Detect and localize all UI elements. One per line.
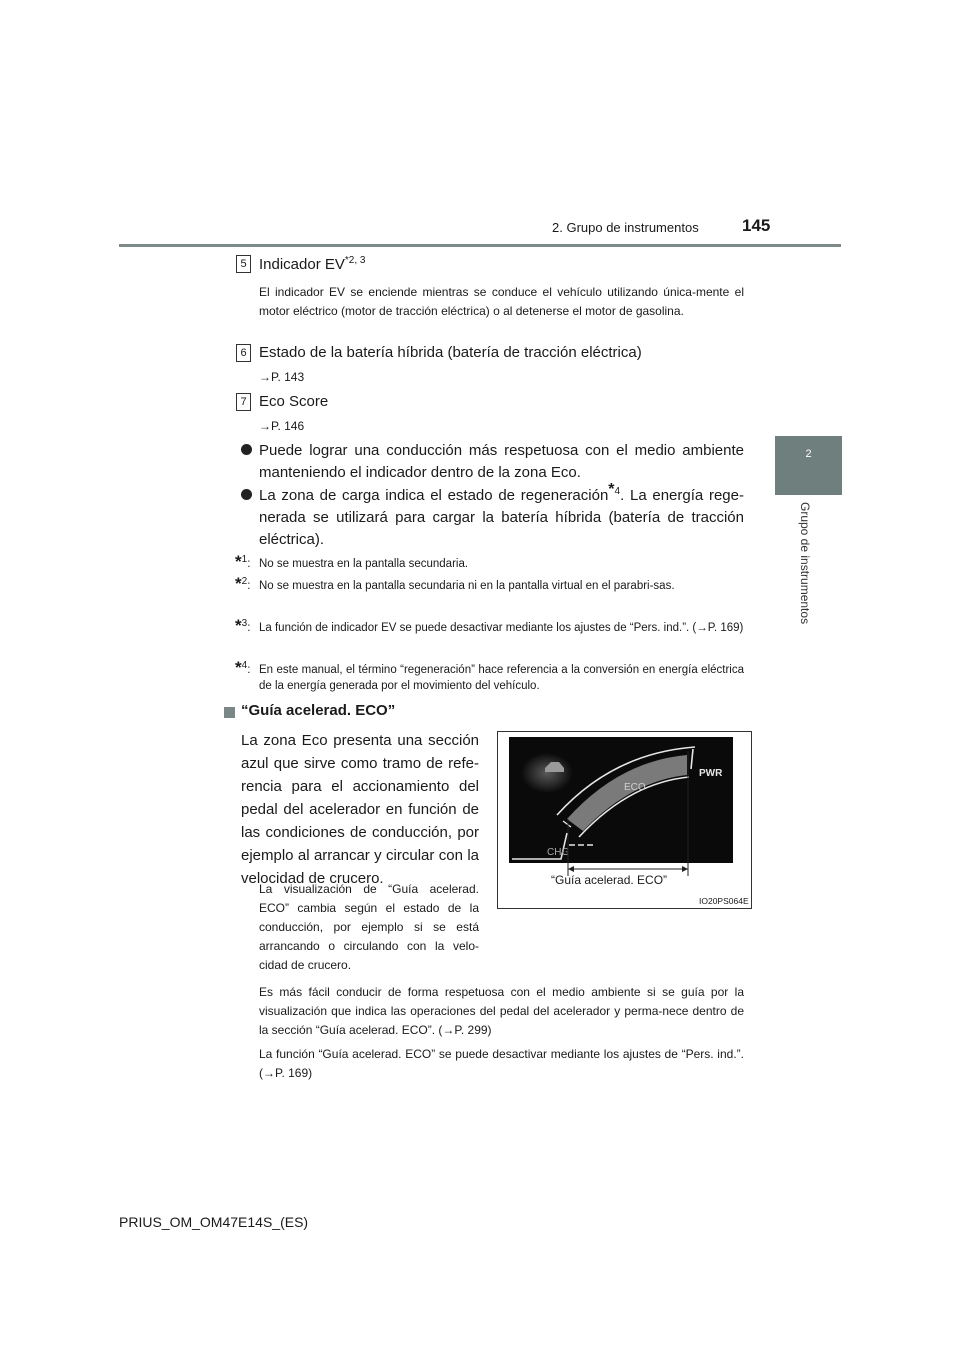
bullet-text: La zona de carga indica el estado de regeneración <box>259 487 609 504</box>
section-square-icon <box>224 707 235 718</box>
section-title: 2. Grupo de instrumentos <box>552 220 699 235</box>
item-title-text: Indicador EV <box>259 256 345 273</box>
figure-code: IO20PS064E <box>699 896 749 906</box>
page-number: 145 <box>742 216 771 235</box>
subsection-title: “Guía acelerad. ECO” <box>241 702 396 719</box>
guide-main-text: La zona Eco presenta una sección azul que sirve como tramo de refe-rencia para el accionamiento del pedal del acelerador en función de las condiciones de conducción, por ejemplo al arrancar y circular con la velocidad de crucero. <box>241 732 479 887</box>
chapter-tab-label-wrap <box>796 502 818 642</box>
header-divider <box>119 244 841 247</box>
footnote-text: En este manual, el término “regeneración” hace referencia a la conversión en energía eléctrica de la energía generada por el movimiento del vehículo. <box>259 664 744 692</box>
footnote <box>235 657 744 694</box>
page-reference: →P. 143 <box>259 370 305 384</box>
figure-caption: “Guía acelerad. ECO” <box>551 873 668 887</box>
chapter-tab-number: 2 <box>805 448 812 460</box>
chapter-tab-label: Grupo de instrumentos <box>798 502 812 625</box>
item-title: Eco Score <box>259 393 329 410</box>
footnote-mark: *3: <box>235 615 251 635</box>
item-title-sup: *2, 3 <box>344 255 366 266</box>
page-reference: →P. 146 <box>259 419 305 433</box>
item-body: El indicador EV se enciende mientras se conduce el vehículo utilizando única-mente el motor eléctrico (motor de tracción eléctrica) o al detenerse el motor de gasolina. <box>259 285 744 318</box>
bullet-item <box>259 481 744 551</box>
footnote-mark: *1: <box>235 551 251 571</box>
gauge-label-pwr: PWR <box>699 768 723 779</box>
guide-note-text: La visualización de “Guía acelerad. ECO” cambia según el estado de la conducción, por ejemplo si se está arrancando o circulando con la velo-cidad de crucero. <box>259 882 479 972</box>
arrowhead-right <box>682 866 688 872</box>
footnote <box>235 615 744 636</box>
item-number-box: 6 <box>236 344 251 362</box>
gauge-label-chg: CHG <box>547 847 570 858</box>
footnote <box>235 573 744 594</box>
gauge-label-eco: ECO <box>624 782 646 793</box>
arrowhead-left <box>568 866 574 872</box>
guide-paragraph: La función “Guía acelerad. ECO” se puede desactivar mediante los ajustes de “Pers. ind.”. (→P. 169) <box>259 1047 744 1080</box>
bullet-text: . La energía rege-nerada se utilizará para cargar la batería híbrida (batería de tracción eléctrica). <box>259 487 744 548</box>
bullet-text: Puede lograr una conducción más respetuosa con el medio ambiente manteniendo el indicador dentro de la zona Eco. <box>259 442 744 481</box>
footnote-mark: *4: <box>235 657 251 677</box>
footnote-text: No se muestra en la pantalla secundaria ni en la pantalla virtual en el parabri-sas. <box>259 580 675 592</box>
guide-paragraph: Es más fácil conducir de forma respetuosa con el medio ambiente si se guía por la visualización que indica las operaciones del pedal del acelerador y perma-nece dentro de la sección “Guía acelerad. ECO”. (→P. 299) <box>259 985 744 1037</box>
footnote-ref: *4 <box>608 481 621 498</box>
item-number-box: 7 <box>236 393 251 411</box>
footnote-text: La función de indicador EV se puede desactivar mediante los ajustes de “Pers. ind.”. (→P. 169) <box>259 622 744 634</box>
chapter-tab <box>775 436 842 495</box>
footnote <box>235 551 744 572</box>
footnote-text: No se muestra en la pantalla secundaria. <box>259 558 469 570</box>
document-code: PRIUS_OM_OM47E14S_(ES) <box>119 1214 309 1230</box>
bullet-dot <box>241 489 252 500</box>
item-title: Estado de la batería híbrida (batería de tracción eléctrica) <box>259 344 642 361</box>
footnote-mark: *2: <box>235 573 251 593</box>
item-number-box: 5 <box>236 255 251 273</box>
item-title <box>259 256 365 273</box>
bullet-item <box>259 440 744 484</box>
bullet-dot <box>241 444 252 455</box>
